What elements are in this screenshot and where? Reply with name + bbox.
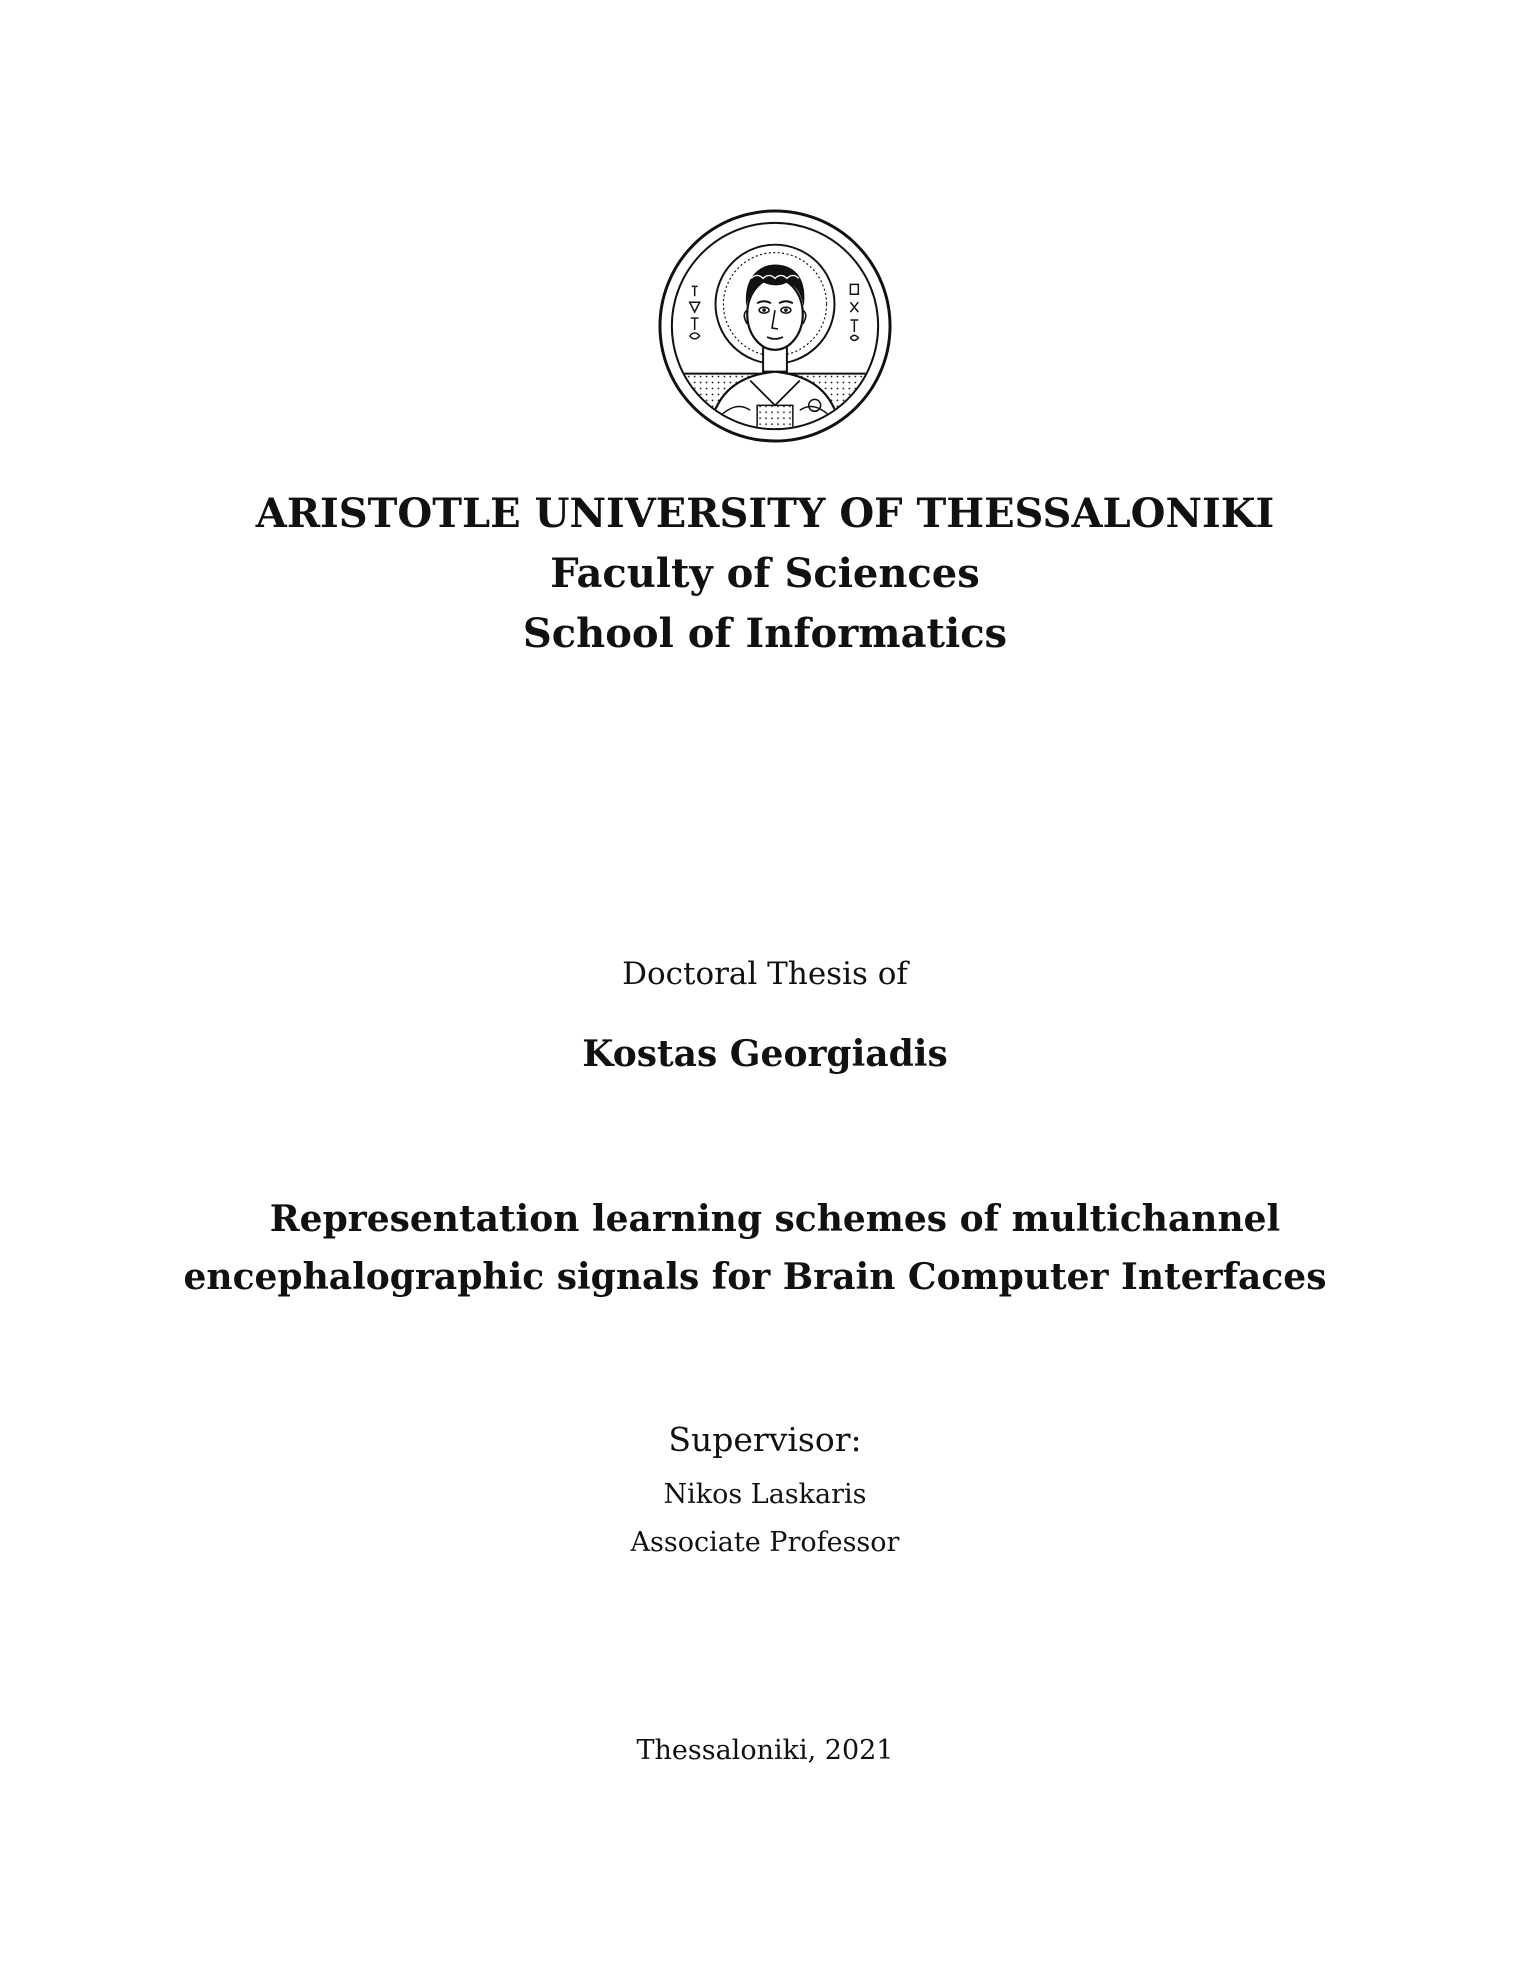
faculty-name: Faculty of Sciences — [550, 550, 980, 597]
university-seal-icon — [656, 207, 894, 445]
school-name: School of Informatics — [522, 610, 1008, 657]
supervisor-name: Nikos Laskaris — [663, 1479, 867, 1510]
supervisor-label: Supervisor: — [668, 1420, 862, 1459]
supervisor-role: Associate Professor — [630, 1527, 900, 1558]
university-name: ARISTOTLE UNIVERSITY OF THESSALONIKI — [255, 490, 1275, 537]
thesis-title-line-2: encephalographic signals for Brain Computer Interfaces — [183, 1256, 1327, 1298]
author-name: Kostas Georgiadis — [582, 1033, 948, 1075]
thesis-type-label: Doctoral Thesis of — [622, 956, 908, 992]
place-and-date: Thessaloniki, 2021 — [636, 1735, 894, 1766]
thesis-title-line-1: Representation learning schemes of multichannel — [269, 1198, 1281, 1240]
